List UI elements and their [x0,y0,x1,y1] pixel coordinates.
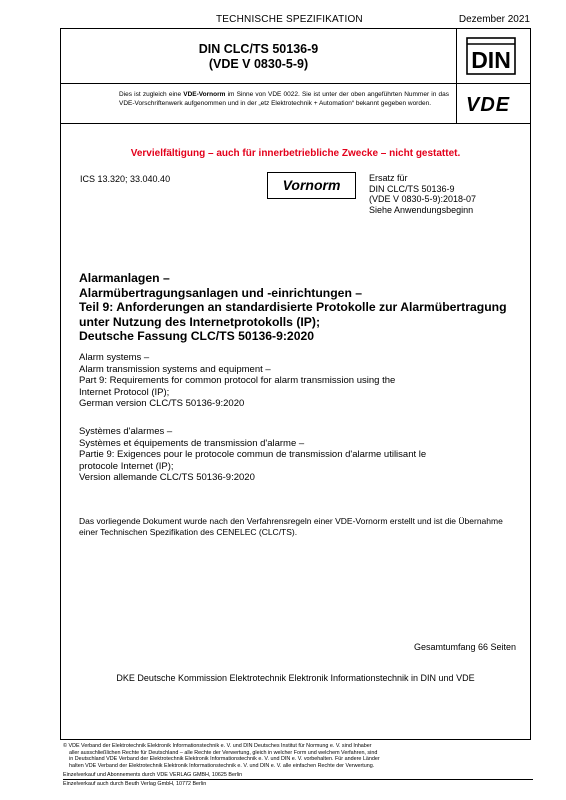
title-german [79,271,524,344]
document-number-block [61,29,530,84]
sales-info-vde: Einzelverkauf und Abonnements durch VDE VERLAG GMBH, 10625 Berlin [63,772,243,778]
copyright-line: © VDE Verband der Elektrotechnik Elektronik Informationstechnik e. V. und DIN Deutsches Institut für Normung e. V. sind Inhaber [63,743,372,749]
title-line: Alarmanlagen – [79,271,170,285]
dke-footer: DKE Deutsche Kommission Elektrotechnik Elektronik Informationstechnik in DIN und VDE [116,673,475,683]
din-logo-text: DIN [471,47,511,73]
ics-code: ICS 13.320; 33.040.40 [80,174,171,184]
title-english [79,352,524,410]
vde-note-rest: im Sinne von VDE 0022. Sie ist unter der oben angeführten Nummer in das VDE-Vorschriftenwerk aufgenommen und in der „etz Elektrotechnik + Automation“ bekannt gegeben worden. [119,91,449,107]
copyright-line: halten VDE Verband der Elektrotechnik Elektronik Informationstechnik e. V. und DIN e. V. alle einfachen Rechte der Verwertung. [69,763,375,770]
procedure-note: Das vorliegende Dokument wurde nach den Verfahrensregeln einer VDE-Vornorm erstellt und ist die Übernahme einer Technischen Spezifikation des CENELEC (CLC/TS). [79,516,503,537]
vornorm-badge [267,172,356,199]
reproduction-warning: Vervielfältigung – auch für innerbetriebliche Zwecke – nicht gestattet. [130,148,461,159]
title-line: Part 9: Requirements for common protocol for alarm transmission using the [79,375,396,386]
title-line: Deutsche Fassung CLC/TS 50136-9:2020 [79,329,315,343]
title-line: Internet Protocol (IP); [79,386,170,398]
replacement-line: Ersatz für [369,173,408,183]
vde-note [119,91,449,108]
vde-note-bold: VDE-Vornorm [183,91,226,98]
title-line: Alarm systems – [79,352,150,363]
divider [456,84,457,123]
title-line: Partie 9: Exigences pour le protocole commun de transmission d'alarme utilisant le [79,449,427,460]
copyright-line: aller ausschließlichen Rechte für Deutschland – alle Rechte der Verwertung, gleich in welcher Form und welchem Verfahren, sind [69,749,378,756]
copyright-notice [63,743,533,770]
vornorm-label: Vornorm [282,177,341,193]
total-pages: Gesamtumfang 66 Seiten [413,642,516,652]
replacement-line: Siehe Anwendungsbeginn [369,204,474,215]
sales-info-beuth: Einzelverkauf auch durch Beuth Verlag GmbH, 10772 Berlin [63,781,207,787]
document-number: DIN CLC/TS 50136-9 [198,42,319,56]
vde-note-prefix: Dies ist zugleich eine [119,91,184,98]
running-header [60,12,530,28]
divider [456,29,457,83]
cover-frame [60,28,531,740]
replacement-line: DIN CLC/TS 50136-9 [369,183,455,194]
vde-classification-number: (VDE V 0830-5-9) [208,57,309,71]
title-line: unter Nutzung des Internetprotokolls (IP); [79,314,321,329]
divider [63,779,533,780]
copyright-line: in Deutschland VDE Verband der Elektrotechnik Elektronik Informationstechnik e. V. und DIN e. V. vorbehalten. Für andere Länder [69,756,380,763]
title-line: German version CLC/TS 50136-9:2020 [79,398,245,409]
vde-note-block [61,84,530,124]
title-line: protocole Internet (IP); [79,460,174,472]
title-french [79,426,524,484]
title-line: Alarm transmission systems and equipment – [79,363,271,375]
replacement-info [369,173,476,215]
title-line: Alarmübertragungsanlagen und -einrichtungen – [79,285,363,300]
title-line: Systèmes d'alarmes – [79,426,173,437]
vde-logo: VDE [466,94,511,116]
replacement-line: (VDE V 0830-5-9):2018-07 [369,194,477,204]
publication-date: Dezember 2021 [458,14,530,25]
title-line: Teil 9: Anforderungen an standardisierte Protokolle zur Alarmübertragung [79,300,507,314]
spec-type-label: TECHNISCHE SPEZIFIKATION [216,14,363,25]
title-line: Systèmes et équipements de transmission d'alarme – [79,437,305,449]
din-logo [466,37,516,75]
title-line: Version allemande CLC/TS 50136-9:2020 [79,472,255,483]
